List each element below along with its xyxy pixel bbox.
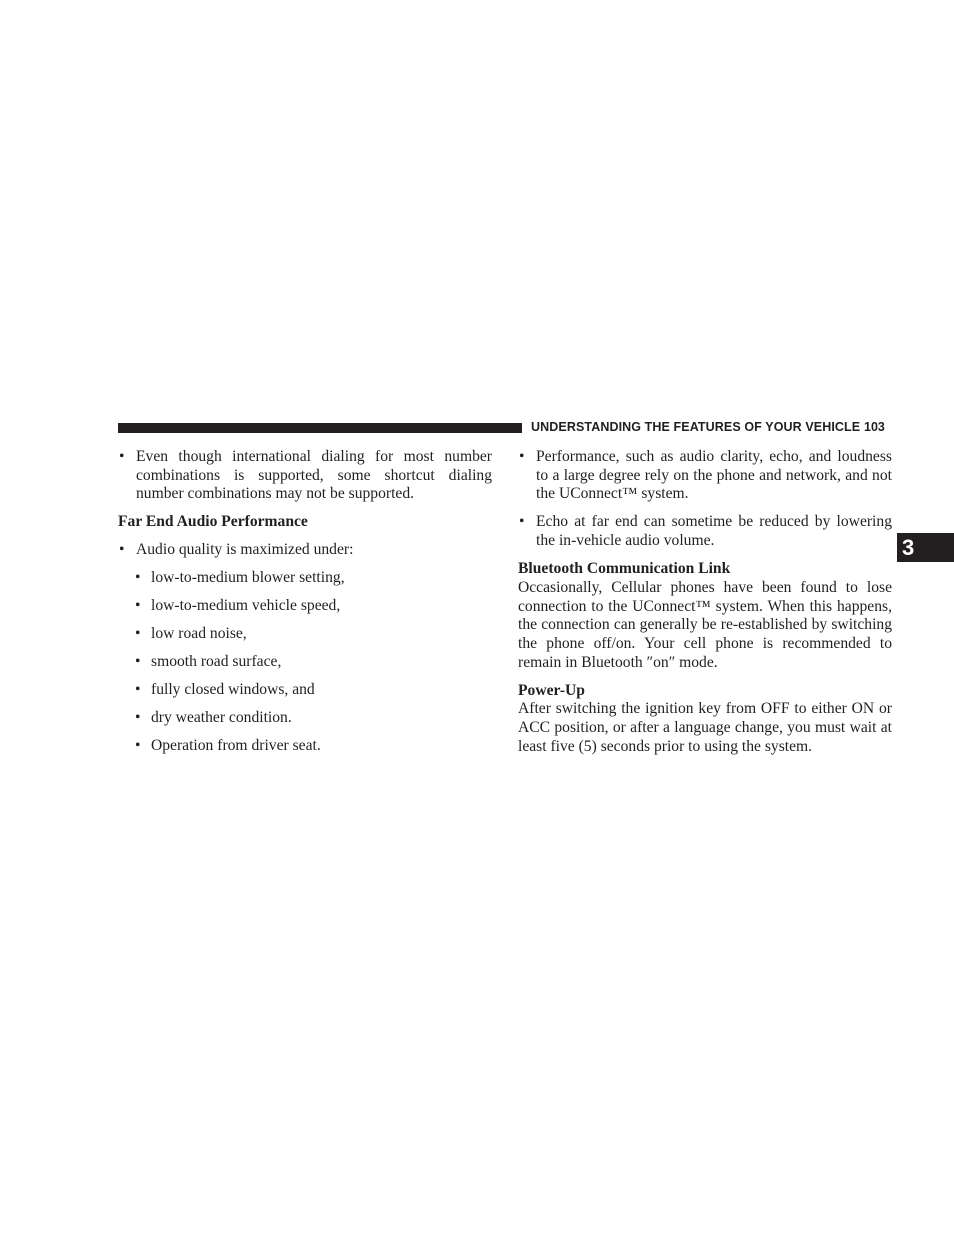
- sub-bullet-item: [118, 709, 492, 728]
- bullet-text: Performance, such as audio clarity, echo, and loudness to a large degree rely on the phone and network, and not the UConnect™ system.: [536, 448, 892, 503]
- bullet-dot: •: [519, 513, 525, 531]
- bullet-echo: [518, 513, 892, 550]
- paragraph-bluetooth-link: Occasionally, Cellular phones have been found to lose connection to the UConnect™ system. When this happens, the connection can generally be re-established by switching the phone off/on. Your cell phone is recommended to remain in Bluetooth ″on″ mode.: [518, 578, 892, 671]
- heading-far-end-audio: Far End Audio Performance: [118, 513, 308, 531]
- heading-power-up: Power-Up: [518, 681, 585, 699]
- bullet-dot: •: [135, 737, 141, 755]
- bullet-performance: [518, 448, 892, 504]
- bullet-dot: •: [135, 681, 141, 699]
- bullet-dot: •: [135, 569, 141, 587]
- paragraph-power-up: After switching the ignition key from OFF to either ON or ACC position, or after a language change, you must wait at least five (5) seconds prior to using the system.: [518, 700, 892, 755]
- bullet-international-dialing: [118, 448, 492, 504]
- sub-bullet-item: [118, 569, 492, 588]
- left-column: [118, 448, 492, 756]
- sub-bullet-item: [118, 597, 492, 616]
- bullet-text: smooth road surface,: [151, 653, 282, 671]
- bullet-text: low-to-medium vehicle speed,: [151, 597, 341, 615]
- heading-bluetooth-link: Bluetooth Communication Link: [518, 560, 731, 578]
- bullet-text: low-to-medium blower setting,: [151, 569, 345, 587]
- bullet-text: Even though international dialing for most number combinations is supported, some shortcut dialing number combinations may not be supported.: [136, 448, 492, 503]
- sub-bullet-item: [118, 681, 492, 700]
- bullet-dot: •: [135, 653, 141, 671]
- bullet-text: fully closed windows, and: [151, 681, 315, 699]
- running-header-title: UNDERSTANDING THE FEATURES OF YOUR VEHICLE: [531, 420, 861, 434]
- header-rule: [118, 423, 522, 433]
- sub-bullet-item: [118, 625, 492, 644]
- bullet-dot: •: [135, 709, 141, 727]
- bullet-audio-quality: [118, 541, 492, 560]
- page-number: 103: [864, 420, 885, 434]
- bullet-dot: •: [119, 448, 125, 465]
- bullet-text: Audio quality is maximized under:: [136, 541, 354, 559]
- bullet-dot: •: [135, 597, 141, 615]
- bullet-dot: •: [519, 448, 525, 465]
- sub-bullet-item: [118, 653, 492, 672]
- bullet-text: dry weather condition.: [151, 709, 292, 727]
- chapter-tab: 3: [897, 533, 954, 562]
- bullet-text: Operation from driver seat.: [151, 737, 321, 755]
- bullet-text: Echo at far end can sometime be reduced by lowering the in-vehicle audio volume.: [536, 513, 892, 550]
- bullet-text: low road noise,: [151, 625, 247, 643]
- right-column: [518, 448, 892, 756]
- bullet-dot: •: [119, 541, 125, 559]
- bullet-dot: •: [135, 625, 141, 643]
- sub-bullet-item: [118, 737, 492, 756]
